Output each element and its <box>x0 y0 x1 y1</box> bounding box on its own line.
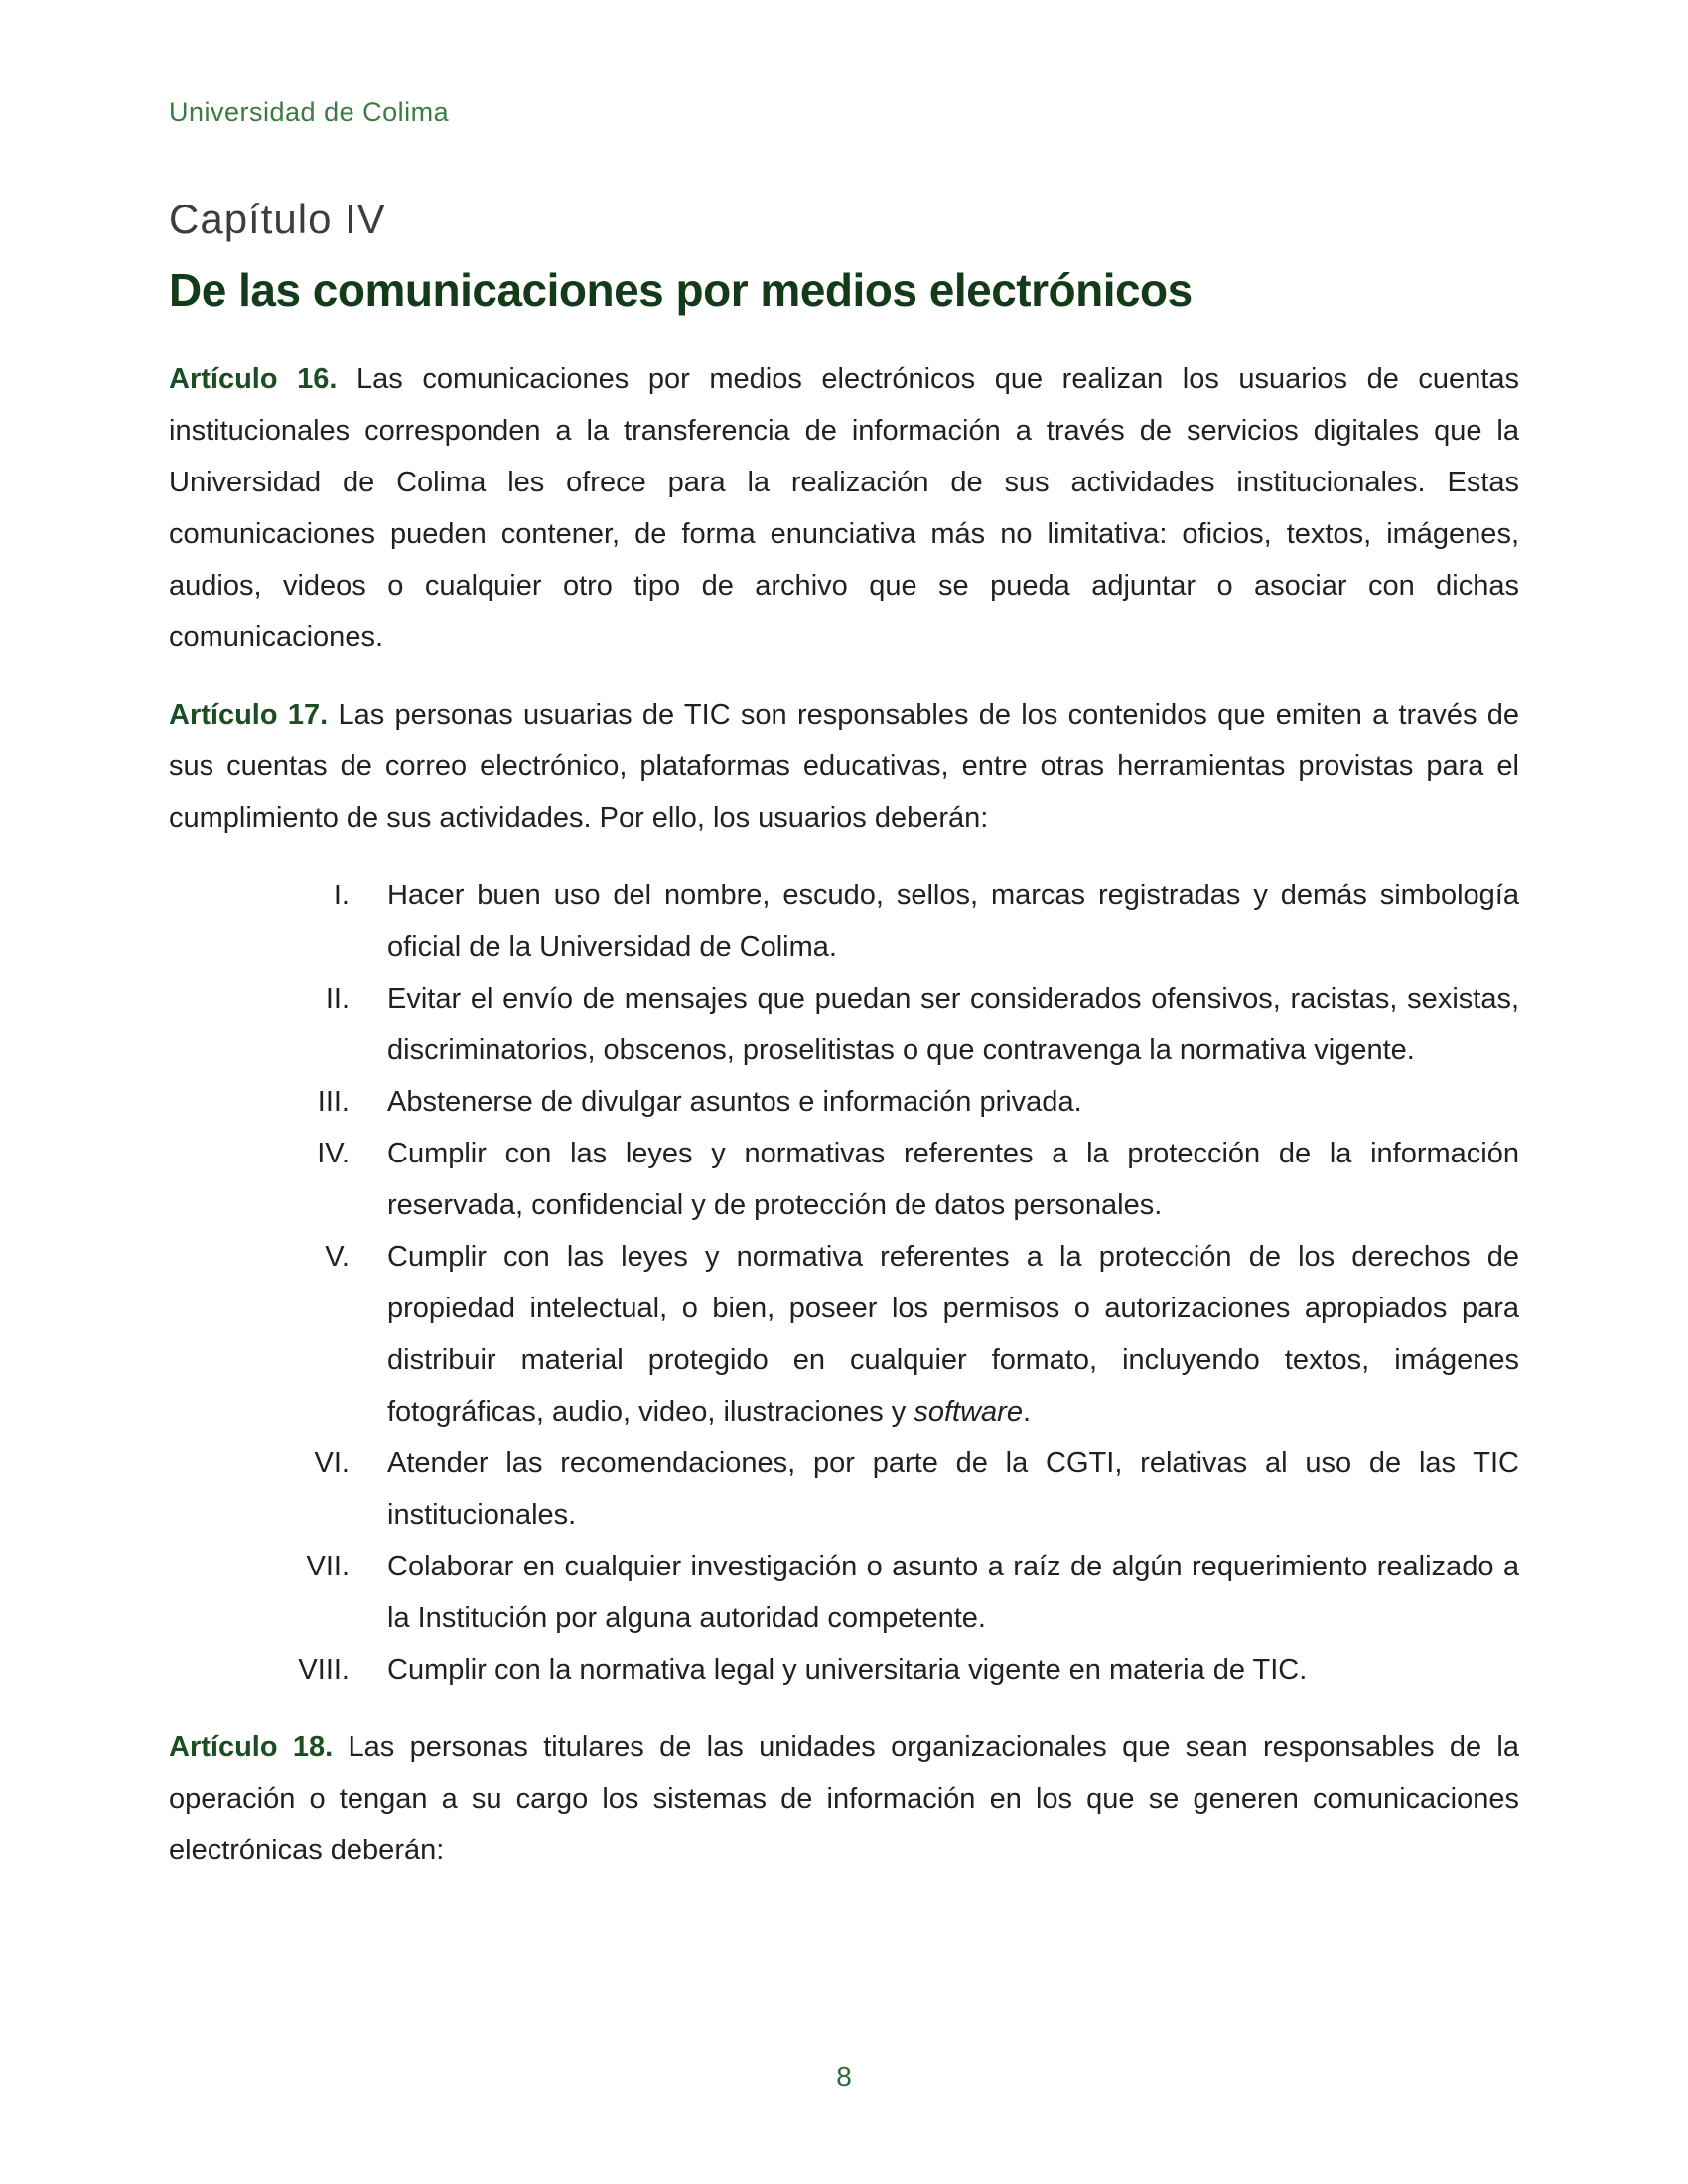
list-item-numeral: IV. <box>317 1138 350 1169</box>
list-item-text: Cumplir con las leyes y normativa referentes a la protección de los derechos de propiedad intelectual, o bien, poseer los permisos o autorizaciones apropiados para distribuir material protegido en cualquier formato, incluyendo textos, imágenes fotográficas, audio, video, ilustraciones y <box>387 1241 1519 1428</box>
list-item-numeral: II. <box>325 983 350 1015</box>
article-18-label: Artículo 18. <box>169 1731 334 1763</box>
list-item-numeral: III. <box>317 1086 350 1118</box>
list-item <box>169 1076 1519 1128</box>
list-item-text: Evitar el envío de mensajes que puedan ser considerados ofensivos, racistas, sexistas, discriminatorios, obscenos, proselitistas o que contravenga la normativa vigente. <box>387 983 1519 1066</box>
page-number: 8 <box>836 2061 852 2092</box>
list-item-numeral: VI. <box>314 1447 350 1479</box>
list-item-numeral: I. <box>333 880 350 911</box>
article-18-paragraph <box>169 1721 1519 1876</box>
list-item-text: Cumplir con las leyes y normativas referentes a la protección de la información reservada, confidencial y de protección de datos personales. <box>387 1138 1519 1221</box>
article-17-label: Artículo 17. <box>169 699 329 731</box>
list-item-text-after: . <box>1022 1396 1032 1428</box>
chapter-heading: Capítulo IV <box>169 196 386 242</box>
article-16-label: Artículo 16. <box>169 363 338 395</box>
list-item <box>169 1437 1519 1541</box>
article-16-paragraph <box>169 353 1519 663</box>
list-item <box>169 1231 1519 1437</box>
list-item-text: Abstenerse de divulgar asuntos e información privada. <box>387 1086 1082 1118</box>
article-17-paragraph <box>169 689 1519 844</box>
list-item-text: Cumplir con la normativa legal y universitaria vigente en materia de TIC. <box>387 1654 1308 1686</box>
list-item-text: Hacer buen uso del nombre, escudo, sellos, marcas registradas y demás simbología oficial de la Universidad de Colima. <box>387 880 1519 963</box>
list-item <box>169 1128 1519 1231</box>
list-item <box>169 973 1519 1076</box>
page-title: De las comunicaciones por medios electrónicos <box>169 264 1193 316</box>
list-item <box>169 870 1519 973</box>
list-item <box>169 1644 1519 1696</box>
article-18-text: Las personas titulares de las unidades organizacionales que sean responsables de la operación o tengan a su cargo los sistemas de información en los que se generen comunicaciones electrónicas deberán: <box>169 1731 1519 1866</box>
obligations-list <box>169 870 1519 1696</box>
list-item-numeral: V. <box>325 1241 350 1273</box>
list-item-text: Atender las recomendaciones, por parte de la CGTI, relativas al uso de las TIC institucionales. <box>387 1447 1519 1531</box>
header-brand: Universidad de Colima <box>169 97 450 127</box>
list-item-italic-text: software <box>914 1396 1023 1428</box>
list-item-text: Colaborar en cualquier investigación o asunto a raíz de algún requerimiento realizado a la Institución por alguna autoridad competente. <box>387 1551 1519 1634</box>
article-16-text: Las comunicaciones por medios electrónicos que realizan los usuarios de cuentas institucionales corresponden a la transferencia de información a través de servicios digitales que la Universidad de Colima les ofrece para la realización de sus actividades institucionales. Estas comunicaciones pueden contener, de forma enunciativa más no limitativa: oficios, textos, imágenes, audios, videos o cualquier otro tipo de archivo que se pueda adjuntar o asociar con dichas comunicaciones. <box>169 363 1520 653</box>
list-item-numeral: VII. <box>306 1551 350 1582</box>
article-17-text: Las personas usuarias de TIC son responsables de los contenidos que emiten a través de sus cuentas de correo electrónico, plataformas educativas, entre otras herramientas provistas para el cumplimiento de sus actividades. Por ello, los usuarios deberán: <box>169 699 1520 834</box>
list-item <box>169 1541 1519 1644</box>
list-item-numeral: VIII. <box>298 1654 350 1686</box>
